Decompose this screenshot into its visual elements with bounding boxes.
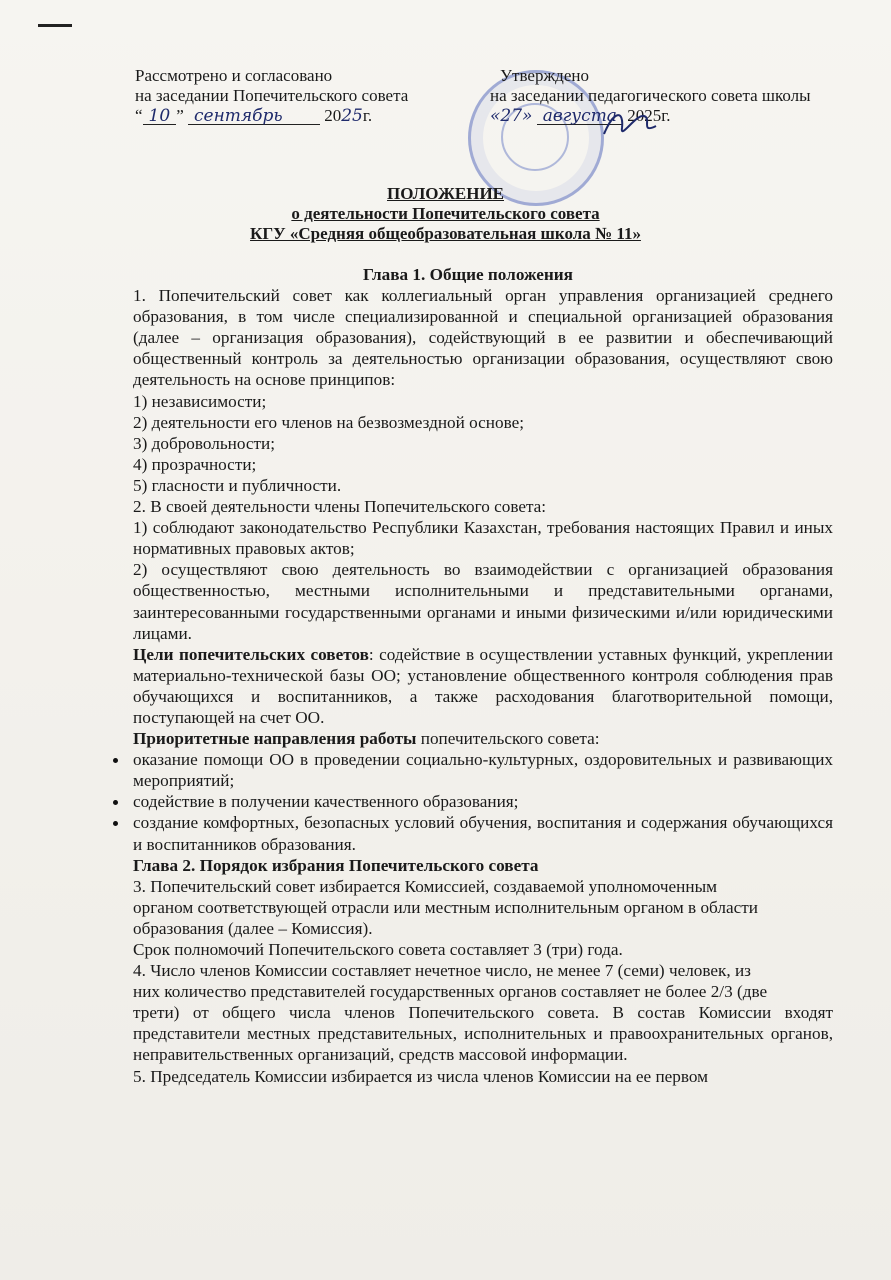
list-item: оказание помощи ОО в проведении социально-культурных, оздоровительных и развивающих мероприятий; bbox=[133, 750, 833, 791]
clause-2: 2. В своей деятельности члены Попечительского совета: bbox=[133, 497, 547, 517]
list-item: содействие в получении качественного образования; bbox=[133, 791, 833, 812]
approval-right-line1: Утверждено bbox=[500, 66, 589, 85]
scan-mark bbox=[38, 24, 72, 27]
approval-right-date: «27» августа 2025г. bbox=[490, 106, 671, 126]
priority-label: Приоритетные направления работы bbox=[133, 729, 417, 749]
principle-5: 5) гласности и публичности. bbox=[133, 475, 342, 495]
clause-2-item-2: 2) осуществляют свою деятельность во взаимодействии с организацией образования общественностью, местными исполнительными и представительными органами, заинтересованными государственными органами и иными физическими и/или юридическими лицами. bbox=[133, 560, 833, 643]
goals-label: Цели попечительских советов bbox=[133, 644, 369, 664]
priorities-list bbox=[133, 749, 833, 854]
date-day-right: «27» bbox=[490, 106, 533, 126]
chapter2-heading: Глава 2. Порядок избрания Попечительского совета bbox=[133, 855, 539, 875]
title-line1: ПОЛОЖЕНИЕ bbox=[387, 184, 504, 203]
clause-3-line3: образования (далее – Комиссия). bbox=[133, 918, 373, 938]
clause-3-line2: органом соответствующей отрасли или местным исполнительным органом в области bbox=[133, 897, 758, 917]
title-line3: КГУ «Средняя общеобразовательная школа № 11» bbox=[250, 224, 641, 243]
principle-1: 1) независимости; bbox=[133, 391, 267, 411]
clause-4-line2: них количество представителей государственных органов составляет не более 2/3 (две bbox=[133, 982, 768, 1002]
date-day: 10 bbox=[143, 108, 177, 125]
goals-text: : содействие в осуществлении уставных функций, укреплении материально-технической базы ОО; установление общественного контроля соблюдения прав обучающихся и воспитанников, а также расходования благотворительной помощи, поступающей на счет ОО. bbox=[133, 644, 833, 727]
clause-2-item-1: 1) соблюдают законодательство Республики Казахстан, требования настоящих Правил и иных нормативных правовых актов; bbox=[133, 518, 833, 559]
title-line2: о деятельности Попечительского совета bbox=[291, 204, 600, 223]
principle-4: 4) прозрачности; bbox=[133, 454, 257, 474]
clause-4-line1: 4. Число членов Комиссии составляет нечетное число, не менее 7 (семи) человек, из bbox=[133, 961, 751, 981]
principle-2: 2) деятельности его членов на безвозмездной основе; bbox=[133, 412, 524, 432]
priorities-intro: Приоритетные направления работы попечительского совета: bbox=[133, 729, 600, 749]
approval-left-line1: Рассмотрено и согласовано bbox=[135, 66, 333, 85]
approval-right-line2: на заседании педагогического совета школы bbox=[490, 86, 811, 105]
date-year-suffix: 25 bbox=[341, 106, 363, 126]
clause-5: 5. Председатель Комиссии избирается из числа членов Комиссии на ее первом bbox=[133, 1066, 709, 1086]
document-title bbox=[0, 184, 891, 244]
approval-block-left bbox=[135, 66, 408, 126]
date-month-right: августа bbox=[537, 108, 623, 125]
date-month: сентябрь bbox=[188, 108, 320, 125]
approval-left-date: “ 10 ” сентябрь 2025г. bbox=[135, 106, 373, 126]
approval-left-line2: на заседании Попечительского совета bbox=[135, 86, 409, 105]
clause-4-line3: трети) от общего числа членов Попечительского совета. В состав Комиссии входят представители местных представительных, исполнительных и правоохранительных органов, неправительственных организаций, средств массовой информации. bbox=[133, 1003, 833, 1065]
handwritten-signature bbox=[596, 104, 666, 144]
clause-1: 1. Попечительский совет как коллегиальный орган управления организацией среднего образования, в том числе специализированной и специальной организацией образования (далее – организация образования), содействующий в ее развитии и обеспечивающий общественный контроль за деятельностью организации образования, осуществляют свою деятельность на основе принципов: bbox=[133, 286, 833, 390]
goals-paragraph bbox=[133, 644, 833, 728]
chapter1-heading: Глава 1. Общие положения bbox=[363, 265, 573, 284]
body-text bbox=[133, 264, 833, 1087]
term-of-office: Срок полномочий Попечительского совета составляет 3 (три) года. bbox=[133, 940, 623, 959]
principle-3: 3) добровольности; bbox=[133, 433, 275, 453]
clause-3-line1: 3. Попечительский совет избирается Комиссией, создаваемой уполномоченным bbox=[133, 876, 717, 896]
list-item: создание комфортных, безопасных условий обучения, воспитания и содержания обучающихся и воспитанников образования. bbox=[133, 813, 833, 854]
